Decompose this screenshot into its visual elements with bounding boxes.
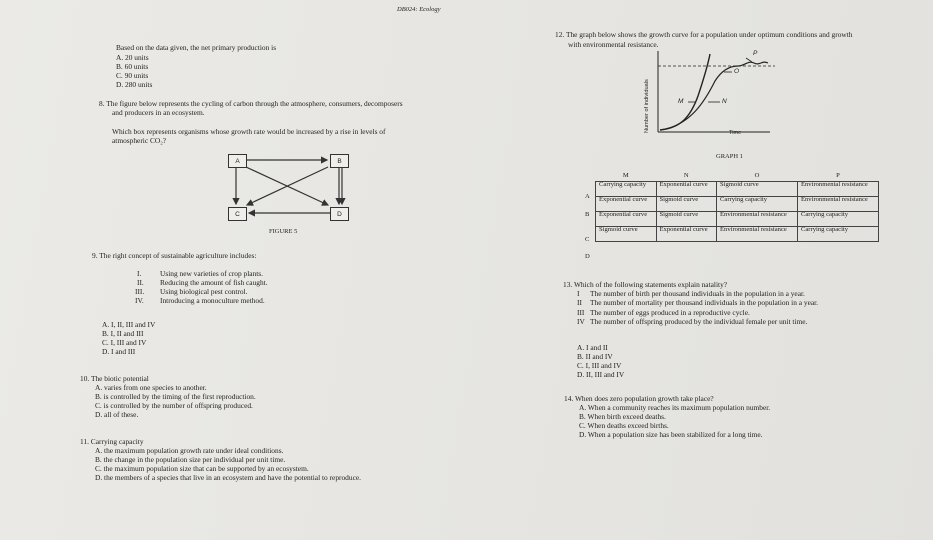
- graph-caption: GRAPH 1: [716, 153, 743, 160]
- table-header-m: M: [596, 171, 657, 182]
- q9-option-d[interactable]: D. I and III: [102, 347, 136, 356]
- table-header-row: [596, 171, 879, 182]
- graph-label-p: P: [753, 50, 758, 57]
- table-row[interactable]: [596, 182, 879, 197]
- exponential-curve: [660, 54, 710, 130]
- q7-option-c[interactable]: C. 90 units: [116, 71, 149, 80]
- q14-option-c[interactable]: C. When deaths exceed births.: [579, 421, 669, 430]
- q12-row-label-b[interactable]: B: [585, 211, 590, 218]
- q9-item-1-num: I.: [137, 269, 142, 278]
- q7-option-a[interactable]: A. 20 units: [116, 53, 149, 62]
- q13-item-1-num: I: [577, 289, 580, 298]
- q10-option-b[interactable]: B. is controlled by the timing of the first reproduction.: [95, 392, 256, 401]
- q11-option-c[interactable]: C. the maximum population size that can be supported by an ecosystem.: [95, 464, 309, 473]
- table-cell: Environmental resistance: [797, 197, 878, 212]
- table-cell: Sigmoid curve: [717, 182, 798, 197]
- box-d[interactable]: D: [330, 207, 349, 221]
- table-header-p: P: [797, 171, 878, 182]
- q10-option-d[interactable]: D. all of these.: [95, 410, 139, 419]
- table-cell: Exponential curve: [656, 227, 717, 242]
- q8-stem-line-1: 8. The figure below represents the cycling of carbon through the atmosphere, consumers, decomposers: [99, 99, 403, 108]
- q12-row-label-c[interactable]: C: [585, 236, 590, 243]
- q12-row-label-a[interactable]: A: [585, 193, 590, 200]
- q9-item-2-text: Reducing the amount of fish caught.: [160, 278, 268, 287]
- q13-item-1-text: The number of birth per thousand individuals in the population in a year.: [590, 289, 805, 298]
- q13-option-b[interactable]: B. II and IV: [577, 352, 613, 361]
- table-cell: Exponential curve: [656, 182, 717, 197]
- q13-item-3-text: The number of eggs produced in a reproductive cycle.: [590, 308, 750, 317]
- q13-item-4-text: The number of offspring produced by the individual female per unit time.: [590, 317, 808, 326]
- table-cell: Environmental resistance: [717, 227, 798, 242]
- q12-answer-table: [595, 171, 879, 242]
- q13-option-c[interactable]: C. I, III and IV: [577, 361, 622, 370]
- q9-item-2-num: II.: [137, 278, 144, 287]
- graph-label-o: O: [734, 68, 740, 75]
- q9-option-a[interactable]: A. I, II, III and IV: [102, 320, 156, 329]
- q10-option-a[interactable]: A. varies from one species to another.: [95, 383, 207, 392]
- q10-option-c[interactable]: C. is controlled by the number of offspring produced.: [95, 401, 253, 410]
- q9-item-1-text: Using new varieties of crop plants.: [160, 269, 264, 278]
- q9-item-4-num: IV.: [135, 296, 144, 305]
- growth-curve-plot: [650, 46, 780, 136]
- q13-item-4-num: IV: [577, 317, 585, 326]
- table-cell: Carrying capacity: [596, 182, 657, 197]
- page-header: DB024: Ecology: [397, 6, 441, 13]
- box-c[interactable]: C: [228, 207, 247, 221]
- table-row[interactable]: [596, 227, 879, 242]
- q9-option-c[interactable]: C. I, III and IV: [102, 338, 147, 347]
- table-cell: Carrying capacity: [797, 227, 878, 242]
- table-row[interactable]: [596, 212, 879, 227]
- q14-option-b[interactable]: B. When birth exceed deaths.: [579, 412, 666, 421]
- q8-stem-line-2: and producers in an ecosystem.: [112, 108, 205, 117]
- q9-item-3-num: III.: [135, 287, 145, 296]
- sigmoid-curve: [660, 62, 768, 130]
- q10-stem: 10. The biotic potential: [80, 374, 149, 383]
- box-a[interactable]: A: [228, 154, 247, 168]
- q11-stem: 11. Carrying capacity: [80, 437, 144, 446]
- q11-option-b[interactable]: B. the change in the population size per individual per unit time.: [95, 455, 286, 464]
- q7-stem: Based on the data given, the net primary production is: [116, 43, 277, 52]
- table-cell: Exponential curve: [596, 212, 657, 227]
- q13-stem: 13. Which of the following statements explain natality?: [563, 280, 728, 289]
- q12-stem-line-2: with environmental resistance.: [568, 40, 659, 49]
- q13-option-a[interactable]: A. I and II: [577, 343, 608, 352]
- figure-5-label: FIGURE 5: [269, 228, 298, 235]
- q12-stem-line-1: 12. The graph below shows the growth curve for a population under optimum conditions and growth: [555, 30, 853, 39]
- q9-stem: 9. The right concept of sustainable agriculture includes:: [92, 251, 257, 260]
- table-cell: Sigmoid curve: [656, 197, 717, 212]
- q14-stem: 14. When does zero population growth take place?: [564, 394, 714, 403]
- table-row[interactable]: [596, 197, 879, 212]
- q8-question-line-2: atmospheric CO₂?: [112, 136, 167, 145]
- q8-question-line-1: Which box represents organisms whose growth rate would be increased by a rise in levels of: [112, 127, 386, 136]
- q13-option-d[interactable]: D. II, III and IV: [577, 370, 625, 379]
- table-cell: Sigmoid curve: [656, 212, 717, 227]
- graph-label-m: M: [678, 98, 684, 105]
- q11-option-d[interactable]: D. the members of a species that live in an ecosystem and have the potential to reproduce.: [95, 473, 361, 482]
- table-header-o: O: [717, 171, 798, 182]
- q9-item-4-text: Introducing a monoculture method.: [160, 296, 265, 305]
- q11-option-a[interactable]: A. the maximum population growth rate under ideal conditions.: [95, 446, 284, 455]
- q9-option-b[interactable]: B. I, II and III: [102, 329, 144, 338]
- table-cell: Carrying capacity: [797, 212, 878, 227]
- table-cell: Exponential curve: [596, 197, 657, 212]
- q7-option-d[interactable]: D. 280 units: [116, 80, 153, 89]
- q9-item-3-text: Using biological pest control.: [160, 287, 248, 296]
- q13-item-2-num: II: [577, 298, 582, 307]
- q14-option-a[interactable]: A. When a community reaches its maximum population number.: [579, 403, 771, 412]
- graph-label-n: N: [722, 98, 727, 105]
- graph-x-axis-label: Time: [729, 130, 742, 136]
- q12-row-label-d[interactable]: D: [585, 253, 590, 260]
- q7-option-b[interactable]: B. 60 units: [116, 62, 149, 71]
- q13-item-3-num: III: [577, 308, 585, 317]
- graph-y-axis-label: Number of individuals: [644, 79, 650, 133]
- table-cell: Environmental resistance: [717, 212, 798, 227]
- table-header-n: N: [656, 171, 717, 182]
- table-cell: Environmental resistance: [797, 182, 878, 197]
- q13-item-2-text: The number of mortality per thousand individuals in the population in a year.: [590, 298, 819, 307]
- q14-option-d[interactable]: D. When a population size has been stabilized for a long time.: [579, 430, 763, 439]
- carbon-cycle-arrows: [225, 150, 355, 225]
- box-b[interactable]: B: [330, 154, 349, 168]
- table-cell: Sigmoid curve: [596, 227, 657, 242]
- table-cell: Carrying capacity: [717, 197, 798, 212]
